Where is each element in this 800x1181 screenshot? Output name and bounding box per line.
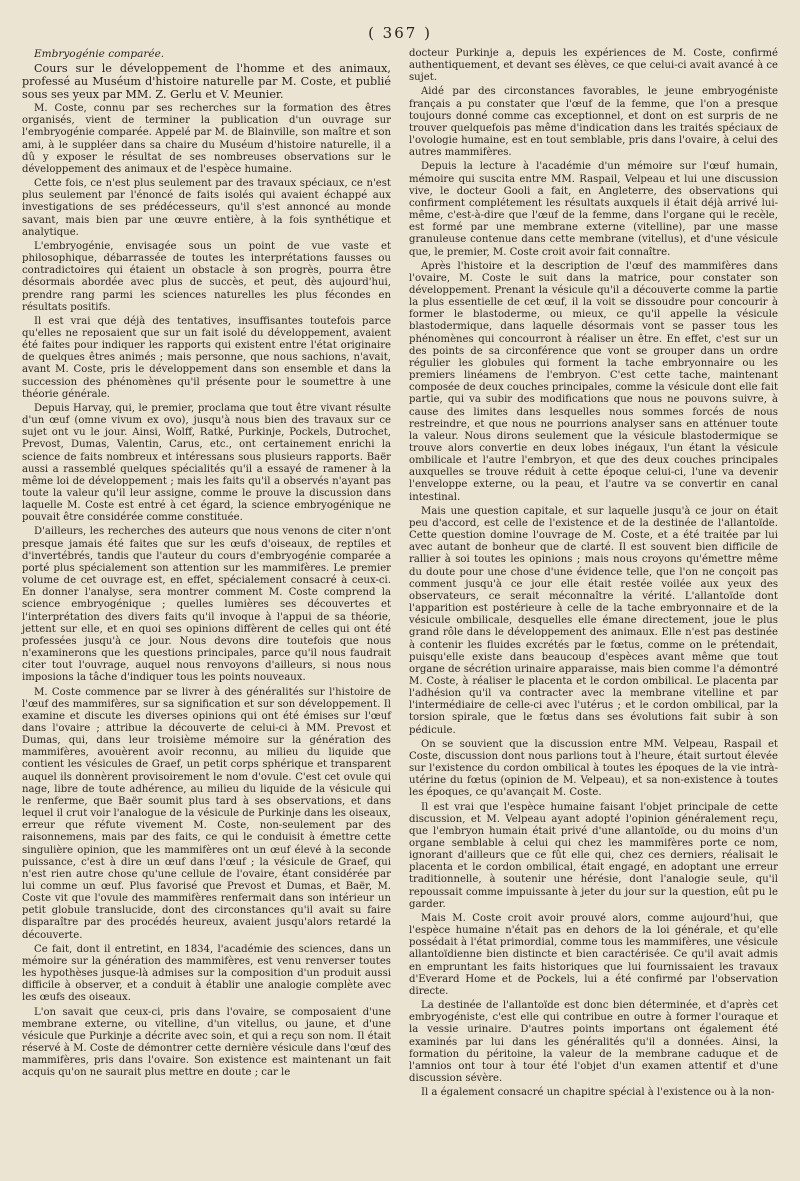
paragraph: docteur Purkinje a, depuis les expériences de M. Coste, confirmé authentiquement, et devant ses élèves, ce que celui-ci avait avancé à ce sujet. xyxy=(409,48,778,84)
paragraph: D'ailleurs, les recherches des auteurs que nous venons de citer n'ont presque jamais été faites que sur les œufs d'oiseaux, de reptiles et d'invertébrés, tandis que l'auteur du cours d'embryogénie comparée a porté plus spécialement son attention sur les mammifères. Le premier volume de cet ouvrage est, en effet, spécialement consacré à ceux-ci. En donner l'analyse, sera montrer comment M. Coste comprend la science embryogénique ; quelles lumières ses découvertes et l'interprétation des divers faits qu'il invoque à l'appui de sa théorie, jettent sur elle, et en quoi ses opinions diffèrent de celles qui ont été professées jusqu'à ce jour. Nous devons dire toutefois que nous n'examinerons que les questions principales, parce qu'il nous faudrait citer tout l'ouvrage, auquel nous renvoyons d'ailleurs, si nous nous imposions la tâche d'indiquer tous les points nouveaux. xyxy=(22,526,391,684)
paragraph: Il est vrai que l'espèce humaine faisant l'objet principale de cette discussion, et M. Velpeau ayant adopté l'opinion généralement reçu, que l'embryon humain était privé d'une allantoïde, ou du moins d'un organe semblable à celui qui chez les mammifères porte ce nom, ignorant d'ailleurs que ce fût elle qui, chez ces derniers, réalisait le placenta et le cordon ombilical, était engagé, en adoptant une erreur traditionnelle, à soutenir une hérésie, dont l'analogie seule, qu'il repoussait comme impuissante à jeter du jour sur la question, eût pu le garder. xyxy=(409,801,778,910)
paragraph: M. Coste, connu par ses recherches sur la formation des êtres organisés, vient de terminer la publication d'un ouvrage sur l'embryogénie comparée. Appelé par M. de Blainville, son maître et son ami, à le suppléer dans sa chaire du Muséum d'histoire naturelle, il a dû y exposer le résultat de ses nombreuses observations sur le développement des animaux et de l'espèce humaine. xyxy=(22,103,391,175)
paragraph: Aidé par des circonstances favorables, le jeune embryogéniste français a pu constater que l'œuf de la femme, que l'on a presque toujours donné comme cas exceptionnel, et dont on est surpris de ne trouver quelquefois pas même d'indication dans les traités spéciaux de l'ovologie humaine, est en tout semblable, pris dans l'ovaire, à celui des autres mammifères. xyxy=(409,86,778,159)
paragraph: Ce fait, dont il entretint, en 1834, l'académie des sciences, dans un mémoire sur la génération des mammifères, est venu renverser toutes les hypothèses jusque-là admises sur la composition d'un produit aussi difficile à observer, et a conduit à établir une analogie complète avec les œufs des oiseaux. xyxy=(22,943,391,1004)
right-column xyxy=(409,48,778,1101)
paragraph: On se souvient que la discussion entre MM. Velpeau, Raspail et Coste, discussion dont nous parlions tout à l'heure, était surtout élevée sur l'existence du cordon ombilical à toutes les époques de la vie intrà-utérine du fœtus (opinion de M. Velpeau), et sa non-existence à toutes les époques, ce qu'avançait M. Coste. xyxy=(409,738,778,799)
paragraph: Depuis la lecture à l'académie d'un mémoire sur l'œuf humain, mémoire qui suscita entre MM. Raspail, Velpeau et lui une discussion vive, le docteur Gooli a fait, en Angleterre, des observations qui confirment complétement les résultats auxquels il était déjà arrivé lui-même, c'est-à-dire que l'œuf de la femme, dans l'organe qui le recèle, est formé par une membrane externe (vitelline), par une masse granuleuse contenue dans cette membrane (vitellus), et d'une vésicule que, le premier, M. Coste croit avoir fait connaître. xyxy=(409,161,778,258)
paragraph: L'embryogénie, envisagée sous un point de vue vaste et philosophique, débarrassée de toutes les interprétations fausses ou contradictoires qui étaient un obstacle à son progrès, pourra être désormais abordée avec plus de succès, et peut, dès aujourd'hui, prendre rang parmi les sciences naturelles les plus fécondes en résultats positifs. xyxy=(22,240,391,313)
section-title: Embryogénie comparée. xyxy=(34,48,165,60)
paragraph: Depuis Harvay, qui, le premier, proclama que tout être vivant résulte d'un œuf (omne vivum ex ovo), jusqu'à nous bien des travaux sur ce sujet ont vu le jour. Ainsi, Wolff, Ratké, Purkinje, Pockels, Dutrochet, Prevost, Dumas, Valentin, Carus, etc., ont certainement enrichi la science de faits nombreux et intéressans sous plusieurs rapports. Baër aussi a rassemblé quelques spécialités qu'il a essayé de ramener à la même loi de développement ; mais les faits qu'il a observés n'ayant pas toute la valeur qu'il leur assigne, comme le prouve la discussion dans laquelle M. Coste est entré à cet égard, la science embryogénique ne pouvait être considérée comme constituée. xyxy=(22,402,391,524)
paragraph: Mais M. Coste croit avoir prouvé alors, comme aujourd'hui, que l'espèce humaine n'était pas en dehors de la loi générale, et qu'elle possédait à l'état primordial, comme tous les mammifères, une vésicule allantoïdienne bien distincte et bien caractérisée. Ce qu'il avait admis en empruntant les faits historiques que lui fournissaient les travaux d'Everard Home et de Pockels, lui a été confirmé par l'observation directe. xyxy=(409,912,778,997)
paragraph: M. Coste commence par se livrer à des généralités sur l'histoire de l'œuf des mammifères, sur sa signification et sur son développement. Il examine et discute les diverses opinions qui ont été émises sur l'œuf dans l'ovaire ; attribue la découverte de celui-ci à MM. Prevost et Dumas, qui, dans leur troisième mémoire sur la génération des mammifères, avouèrent avoir reconnu, au milieu du liquide que contient les vésicules de Graef, un petit corps sphérique et transparent auquel ils donnèrent provisoirement le nom d'ovule. C'est cet ovule qui nage, libre de toute adhérence, au milieu du liquide de la vésicule qui le renferme, que Baër soumit plus tard à ses observations, et dans lequel il crut voir l'analogue de la vésicule de Purkinje dans les oiseaux, erreur que réfute vivement M. Coste, non-seulement par des raisonnemens, mais par des faits, ce qui le conduisit à émettre cette singulière opinion, que les mammifères ont un œuf élevé à la seconde puissance, c'est à dire un œuf dans l'œuf ; la vésicule de Graef, qui n'est rien autre chose qu'une cellule de l'ovaire, étant considérée par lui comme un œuf. Plus favorisé que Prevost et Dumas, et Baër, M. Coste vit que l'ovule des mammifères renfermait dans son intérieur un petit globule translucide, dont des circonstances qu'il avait su faire disparaître par des procédés heureux, avaient jusqu'alors retardé la découverte. xyxy=(22,686,392,941)
text-columns xyxy=(22,48,778,1101)
article-intro: Cours sur le développement de l'homme et des animaux, professé au Muséum d'histoire naturelle par M. Coste, et publié sous ses yeux par MM. Z. Gerlu et V. Meunier. xyxy=(22,62,391,102)
paragraph: La destinée de l'allantoïde est donc bien déterminée, et d'après cet embryogéniste, c'est elle qui contribue en outre à former l'ouraque et la vessie urinaire. D'autres points importans ont également été examinés par lui dans les généralités qu'il a données. Ainsi, la formation du péritoine, la valeur de la membrane caduque et de l'amnios ont tour à tour été l'objet d'un examen attentif et d'une discussion sévère. xyxy=(409,1000,778,1084)
paragraph: L'on savait que ceux-ci, pris dans l'ovaire, se composaient d'une membrane externe, ou vitelline, d'un vitellus, ou jaune, et d'une vésicule que Purkinje a décrite avec soin, et qui a reçu son nom. Il était réservé à M. Coste de démontrer cette dernière vésicule dans l'œuf des mammifères, pris dans l'ovaire. Son existence est maintenant un fait acquis qu'on ne saurait plus mettre en doute ; car le xyxy=(22,1006,391,1079)
page-number: ( 367 ) xyxy=(368,24,432,42)
paragraph: Il a également consacré un chapitre spécial à l'existence ou à la non- xyxy=(421,1087,775,1099)
paragraph: Mais une question capitale, et sur laquelle jusqu'à ce jour on était peu d'accord, est celle de l'existence et de la destinée de l'allantoïde. Cette question domine l'ouvrage de M. Coste, et a été traitée par lui avec autant de bonheur que de clarté. Il est souvent bien difficile de rallier à soi toutes les opinions ; mais nous croyons qu'émettre même du doute pour une chose d'une évidence telle, que l'on ne conçoit pas comment jusqu'à ce jour elle était restée voilée aux yeux des observateurs, ce serait méconnaître la vérité. L'allantoïde dont l'apparition est postérieure à celle de la tache embryonnaire et de la vésicule ombilicale, desquelles elle émane directement, joue le plus grand rôle dans le développement des animaux. Elle n'est pas destinée à contenir les fluides excrétés par le fœtus, comme on le prétendait, puisqu'elle existe dans beaucoup d'espèces avant même que tout organe de sécrétion urinaire apparaisse, mais bien comme l'a démontré M. Coste, à réaliser le placenta et le cordon ombilical. Le placenta par l'adhésion qu'il va contracter avec la membrane vitelline et par l'intermédiaire de celle-ci avec l'utérus ; et le cordon ombilical, par la torsion spirale, que le fœtus dans ses évolutions fait subir à son pédicule. xyxy=(409,505,778,736)
paragraph: Après l'histoire et la description de l'œuf des mammifères dans l'ovaire, M. Coste le suit dans la matrice, pour constater son développement. Prenant la vésicule qu'il a découverte comme la partie la plus essentielle de cet œuf, il la voit se dissoudre pour concourir à former le blastoderme, ou mieux, ce qu'il appelle la vésicule blastodermique, dans laquelle désormais vont se passer tous les phénomènes qui concourront à réaliser un être. En effet, c'est sur un des points de sa circonférence que vont se grouper dans un ordre régulier les globules qui forment la tache embryonnaire ou les premiers linéamens de l'embryon. C'est cette tache, maintenant composée de deux couches principales, comme la vésicule dont elle fait partie, qui va subir des modifications que nous ne pouvons suivre, à cause des limites dans lesquelles nous sommes forcés de nous restreindre, et que nous ne pourrions analyser sans en atténuer toute la valeur. Nous dirons seulement que la vésicule blastodermique se trouve alors convertie en deux lobes inégaux, l'un étant la vésicule ombilicale et l'autre l'embryon, et que des deux couches principales auxquelles se trouve réduit à cette époque celui-ci, l'une va devenir l'enveloppe externe, ou la peau, et l'autre va se convertir en canal intestinal. xyxy=(409,260,778,503)
left-column xyxy=(22,48,391,1101)
paragraph: Il est vrai que déjà des tentatives, insuffisantes toutefois parce qu'elles ne reposaient que sur un fait isolé du développement, avaient été faites pour indiquer les rapports qui existent entre l'état originaire de quelques êtres animés ; mais personne, que nous sachions, n'avait, avant M. Coste, pris le développement dans son ensemble et dans la succession des phénomènes qu'il présente pour le soumettre à une théorie générale. xyxy=(22,315,391,400)
paragraph: Cette fois, ce n'est plus seulement par des travaux spéciaux, ce n'est plus seulement par l'énoncé de faits isolés qui avaient échappé aux investigations de ses prédécesseurs, qu'il s'est annoncé au monde savant, mais bien par une œuvre entière, à la fois synthétique et analytique. xyxy=(22,178,391,238)
